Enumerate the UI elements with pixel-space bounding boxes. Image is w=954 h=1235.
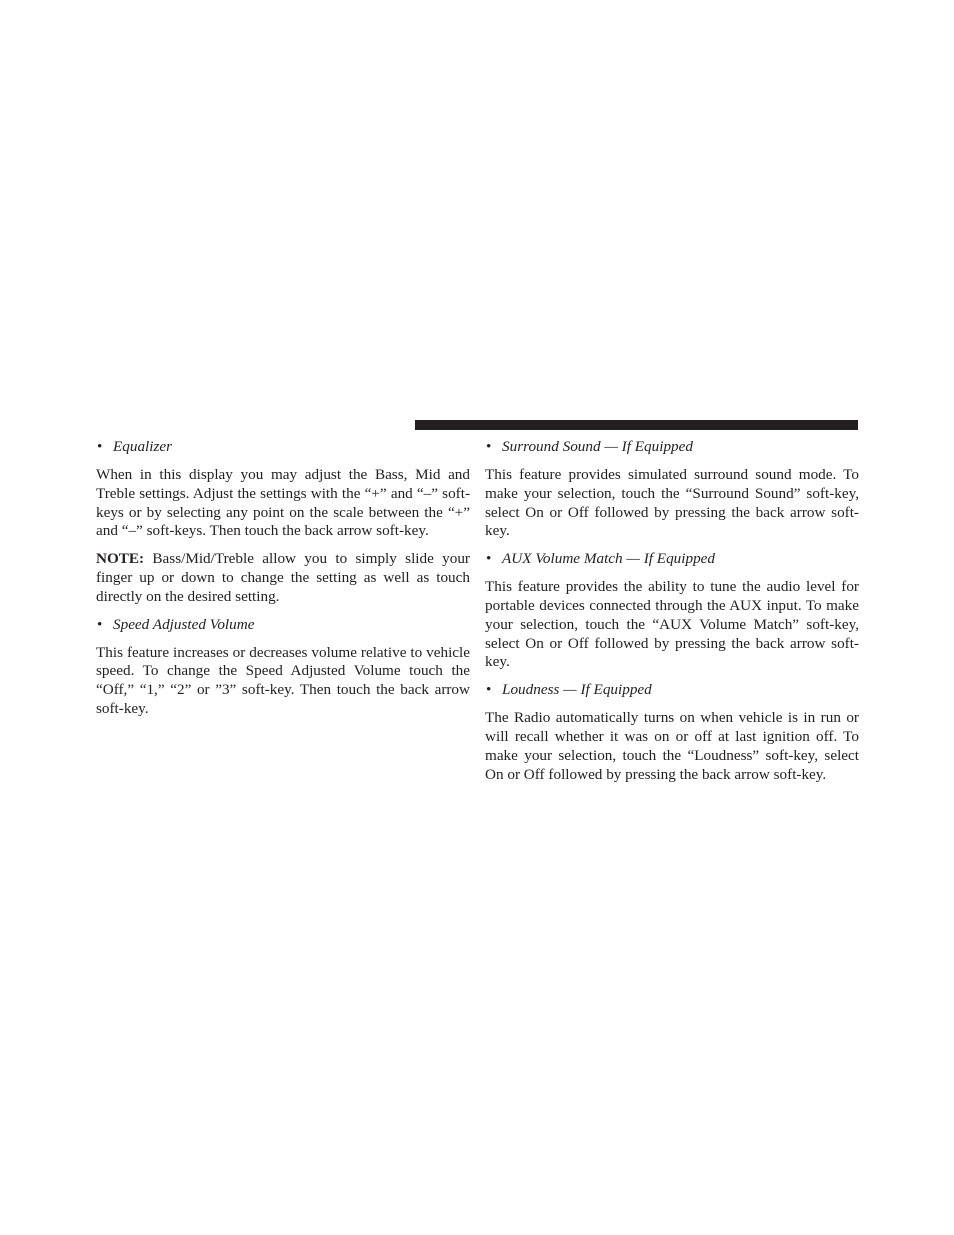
header-rule-bar [415,420,858,430]
right-column [485,438,859,793]
surround-sound-heading [485,438,859,457]
aux-volume-match-heading [485,550,859,569]
loudness-heading-text: Loudness — If Equipped [502,681,652,699]
surround-sound-paragraph: This feature provides simulated surround sound mode. To make your selection, touch the “Surround Sound” soft-key, select On or Off followed by pressing the back arrow soft-key. [485,466,859,540]
bullet-icon: • [97,615,103,633]
bullet-icon: • [97,438,103,455]
bullet-icon: • [486,438,492,455]
speed-adjusted-volume-heading-text: Speed Adjusted Volume [113,615,255,633]
loudness-heading [485,681,859,700]
equalizer-heading [96,438,470,457]
equalizer-paragraph: When in this display you may adjust the Bass, Mid and Treble settings. Adjust the settings with the “+” and “–” soft-keys or by selecting any point on the scale between the “+” and “–” soft-keys. Then touch the back arrow soft-key. [96,466,470,540]
bullet-icon: • [486,681,492,699]
note-text: Bass/Mid/Treble allow you to simply slide your finger up or down to change the setting as well as touch directly on the desired setting. [96,550,470,605]
surround-sound-heading-text: Surround Sound — If Equipped [502,438,693,455]
note-paragraph [96,550,470,606]
speed-adjusted-volume-heading [96,616,470,635]
equalizer-heading-text: Equalizer [113,438,173,455]
note-label: NOTE: [96,550,145,568]
aux-volume-match-paragraph: This feature provides the ability to tune the audio level for portable devices connected through the AUX input. To make your selection, touch the “AUX Volume Match” soft-key, select On or Off followed by pressing the back arrow soft-key. [485,578,859,671]
aux-volume-match-heading-text: AUX Volume Match — If Equipped [502,550,716,568]
speed-adjusted-volume-paragraph: This feature increases or decreases volume relative to vehicle speed. To change the Speed Adjusted Volume touch the “Off,” “1,” “2” or ”3” soft-key. Then touch the back arrow soft-key. [96,643,470,717]
loudness-paragraph: The Radio automatically turns on when vehicle is in run or will recall whether it was on or off at last ignition off. To make your selection, touch the “Loudness” soft-key, select On or Off followed by pressing the back arrow soft-key. [485,709,859,783]
bullet-icon: • [486,550,492,568]
left-column [96,438,470,728]
